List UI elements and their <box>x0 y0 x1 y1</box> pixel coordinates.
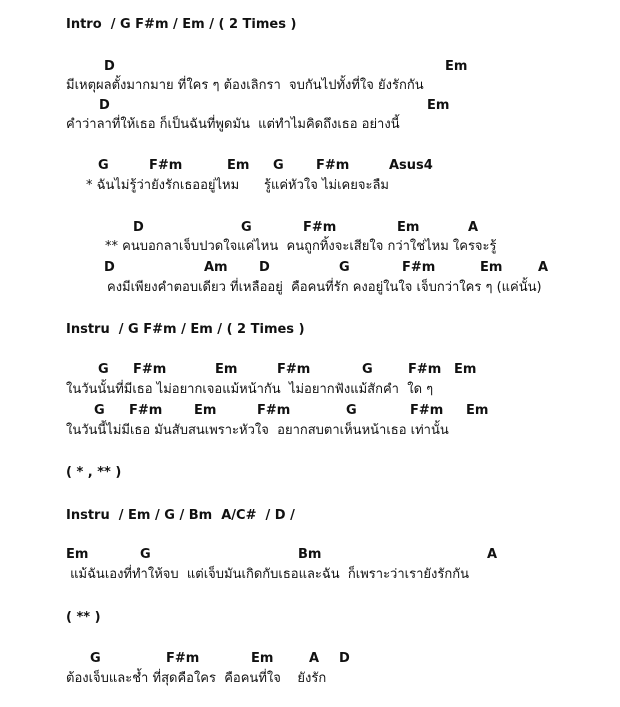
chord: Em <box>66 547 89 562</box>
chord: F#m <box>166 651 200 666</box>
lyric-line: คงมีเพียงคำตอบเดียว ที่เหลืออยู่ คือคนที่รัก คงอยู่ในใจ เจ็บกว่าใคร ๆ (แค่นั้น) <box>107 280 542 295</box>
chord: F#m <box>402 260 436 275</box>
chord: F#m <box>316 158 350 173</box>
chord: F#m <box>133 362 167 377</box>
repeat-marker: ( * , ** ) <box>66 465 122 480</box>
chord: Em <box>480 260 503 275</box>
chord: Em <box>397 220 420 235</box>
lyric-line: ** คนบอกลาเจ็บปวดใจแค่ไหน คนถูกทิ้งจะเสียใจ กว่าใช่ไหม ใครจะรู้ <box>105 239 497 254</box>
chord: F#m <box>129 403 163 418</box>
chord: G <box>90 651 101 666</box>
repeat-marker: ( ** ) <box>66 610 101 625</box>
lyric-line: แม้ฉันเองที่ทำให้จบ แต่เจ็บมันเกิดกับเธอและฉัน ก็เพราะว่าเรายังรักกัน <box>66 567 469 582</box>
chord: F#m <box>408 362 442 377</box>
chord: D <box>259 260 270 275</box>
lyric-line: ในวันนี้ไม่มีเธอ มันสับสนเพราะหัวใจ อยากสบตาเห็นหน้าเธอ เท่านั้น <box>66 423 449 438</box>
chord: Em <box>466 403 489 418</box>
chord: G <box>273 158 284 173</box>
chord: Em <box>251 651 274 666</box>
chord: Am <box>204 260 228 275</box>
chord: Em <box>454 362 477 377</box>
chord: A <box>538 260 549 275</box>
chord: G <box>98 158 109 173</box>
chord: Asus4 <box>389 158 433 173</box>
chord: F#m <box>410 403 444 418</box>
lyric-line: คำว่าลาที่ให้เธอ ก็เป็นฉันที่พูดมัน แต่ทำไมคิดถึงเธอ อย่างนี้ <box>66 117 400 132</box>
instru-line: Instru / Em / G / Bm A/C# / D / <box>66 508 295 523</box>
chord: G <box>94 403 105 418</box>
chord: Em <box>227 158 250 173</box>
chord: G <box>241 220 252 235</box>
chord: G <box>362 362 373 377</box>
chord: D <box>104 260 115 275</box>
chord: G <box>346 403 357 418</box>
chord: F#m <box>277 362 311 377</box>
chord: Em <box>445 59 468 74</box>
chord: G <box>98 362 109 377</box>
chord: Em <box>215 362 238 377</box>
chord: F#m <box>257 403 291 418</box>
chord: F#m <box>149 158 183 173</box>
lyric-line: มีเหตุผลตั้งมากมาย ที่ใคร ๆ ต้องเลิกรา จบกันไปทั้งที่ใจ ยังรักกัน <box>66 78 424 93</box>
chord: G <box>140 547 151 562</box>
chord: Em <box>194 403 217 418</box>
chord: F#m <box>303 220 337 235</box>
chord: D <box>104 59 115 74</box>
lyric-line: ในวันนั้นที่มีเธอ ไม่อยากเจอแม้หน้ากัน ไม่อยากฟังแม้สักคำ ใด ๆ <box>66 382 434 397</box>
chord: A <box>468 220 479 235</box>
instru-line: Instru / G F#m / Em / ( 2 Times ) <box>66 322 305 337</box>
chord: D <box>133 220 144 235</box>
chord: A <box>487 547 498 562</box>
chord: D <box>339 651 350 666</box>
chord: D <box>99 98 110 113</box>
chord: Em <box>427 98 450 113</box>
lyric-line: ต้องเจ็บและช้ำ ที่สุดคือใคร คือคนที่ใจ ยังรัก <box>66 671 327 686</box>
chord: A <box>309 651 320 666</box>
chord: Bm <box>298 547 322 562</box>
chord: G <box>339 260 350 275</box>
lyric-line: * ฉันไม่รู้ว่ายังรักเธออยู่ไหม รู้แค่หัวใจ ไม่เคยจะลืม <box>86 178 389 193</box>
intro-line: Intro / G F#m / Em / ( 2 Times ) <box>66 17 297 32</box>
